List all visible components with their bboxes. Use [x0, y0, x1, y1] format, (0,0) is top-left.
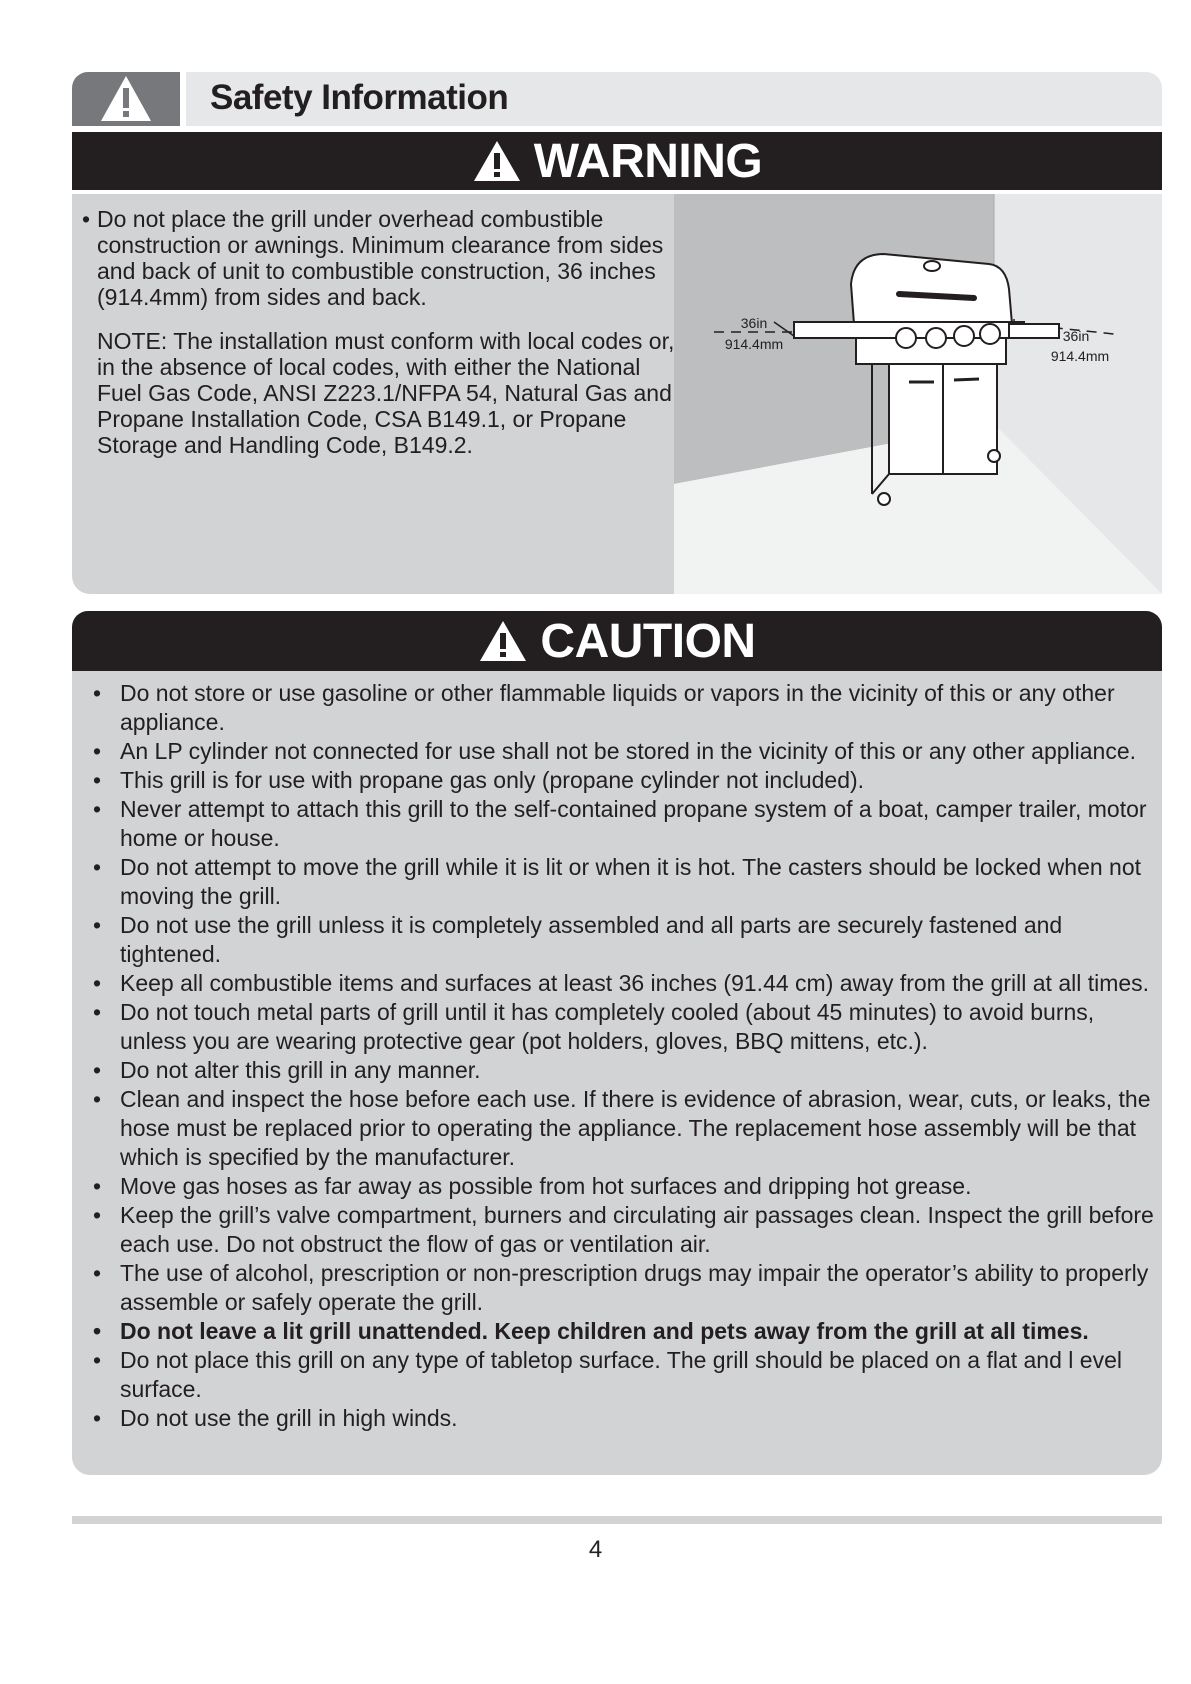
caution-item: • Clean and inspect the hose before each use. If there is evidence of abrasion, wear, cuts, or leaks, the hose must be replaced prior to operating the appliance. The replacement hose assembly will be that which is specified by the manufacturer. — [90, 1085, 1155, 1172]
warning-label: WARNING — [533, 134, 763, 188]
caution-item: • Move gas hoses as far away as possible from hot surfaces and dripping hot grease. — [90, 1172, 1155, 1201]
warning-triangle-icon — [478, 619, 528, 663]
grill-clearance-diagram — [674, 194, 1162, 594]
page-number: 4 — [588, 1536, 603, 1563]
caution-item: • Keep all combustible items and surfaces at least 36 inches (91.44 cm) away from the grill at all times. — [90, 969, 1155, 998]
caution-item: • Do not use the grill unless it is completely assembled and all parts are securely fastened and tightened. — [90, 911, 1155, 969]
caution-item: • Do not use the grill in high winds. — [90, 1404, 1155, 1433]
right-clearance-in: 36in — [1062, 328, 1090, 344]
caution-item: • Keep the grill’s valve compartment, burners and circulating air passages clean. Inspect the grill before each use. Do not obstruct the flow of gas or ventilation air. — [90, 1201, 1155, 1259]
warning-banner — [72, 132, 1162, 190]
caution-item: • Do not touch metal parts of grill until it has completely cooled (about 45 minutes) to avoid burns, unless you are wearing protective gear (pot holders, gloves, BBQ mittens, etc.). — [90, 998, 1155, 1056]
warning-panel — [72, 194, 1162, 594]
warning-bullet: • Do not place the grill under overhead combustible construction or awnings. Minimum clearance from sides and back of unit to combustible construction, 36 inches (914.4mm) from sides and back. — [82, 206, 682, 310]
caution-panel — [72, 671, 1162, 1475]
left-clearance-in: 36in — [740, 315, 768, 331]
header-icon-box — [72, 72, 180, 126]
caution-item: • Do not alter this grill in any manner. — [90, 1056, 1155, 1085]
warning-triangle-icon — [72, 72, 180, 126]
warning-note: NOTE: The installation must conform with local codes or, in the absence of local codes, with either the National Fuel Gas Code, ANSI Z223.1/NFPA 54, Natural Gas and Propane Installation Code, CSA B149.1, or Propane Storage and Handling Code, B149.2. — [97, 328, 675, 458]
warning-text — [82, 206, 682, 458]
caution-item: • Never attempt to attach this grill to the self-contained propane system of a boat, camper trailer, motor home or house. — [90, 795, 1155, 853]
caution-item: • Do not store or use gasoline or other flammable liquids or vapors in the vicinity of this or any other appliance. — [90, 679, 1155, 737]
page-title: Safety Information — [210, 78, 509, 117]
caution-label: CAUTION — [540, 614, 756, 668]
section-header — [72, 72, 1162, 126]
caution-item: • Do not place this grill on any type of tabletop surface. The grill should be placed on a flat and l evel surface. — [90, 1346, 1155, 1404]
caution-item: • This grill is for use with propane gas only (propane cylinder not included). — [90, 766, 1155, 795]
caution-item: • An LP cylinder not connected for use shall not be stored in the vicinity of this or any other appliance. — [90, 737, 1155, 766]
warning-triangle-icon — [472, 139, 522, 183]
caution-item: • The use of alcohol, prescription or non-prescription drugs may impair the operator’s ability to properly assemble or safely operate the grill. — [90, 1259, 1155, 1317]
grill-clearance-illustration — [674, 194, 1162, 594]
caution-banner — [72, 611, 1162, 671]
right-clearance-mm: 914.4mm — [1050, 348, 1110, 364]
left-clearance-mm: 914.4mm — [724, 336, 784, 352]
footer-divider — [72, 1516, 1162, 1524]
header-title-box — [186, 72, 1162, 126]
caution-list — [90, 679, 1155, 1433]
caution-item: • Do not attempt to move the grill while it is lit or when it is hot. The casters should be locked when not moving the grill. — [90, 853, 1155, 911]
caution-item-emphasis: • Do not leave a lit grill unattended. Keep children and pets away from the grill at all times. — [90, 1317, 1155, 1346]
